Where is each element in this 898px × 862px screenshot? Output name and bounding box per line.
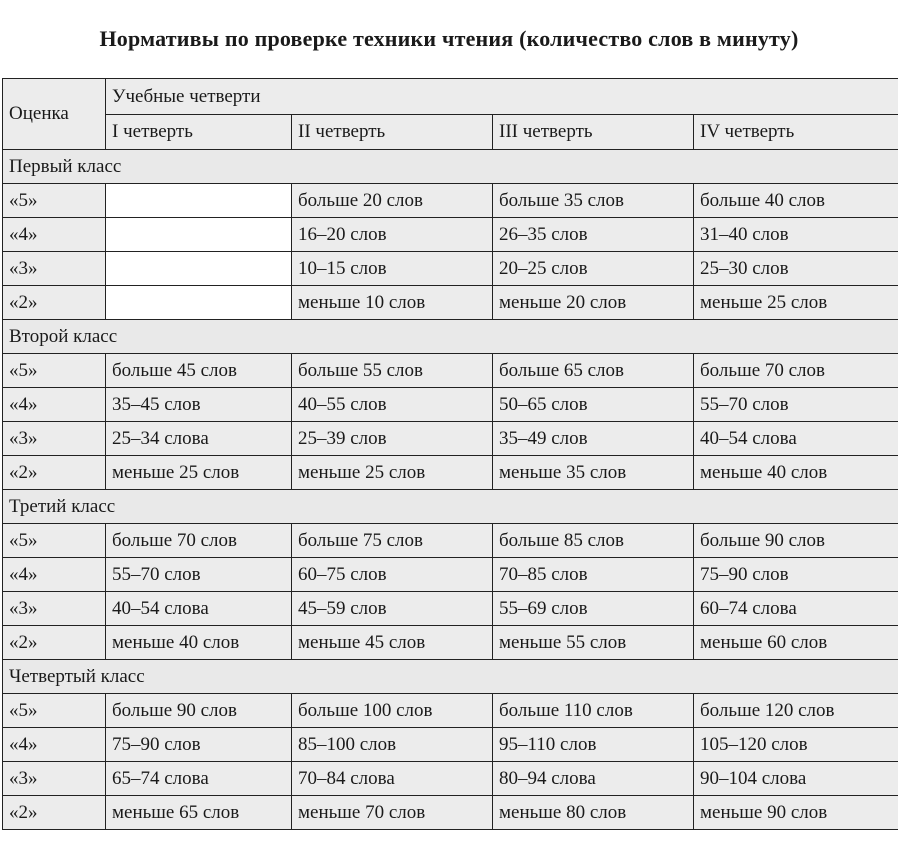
grade-cell: «5» [3, 694, 106, 728]
norm-cell-q3: 20–25 слов [493, 252, 694, 286]
norm-cell-q1: 55–70 слов [106, 558, 292, 592]
table-row [3, 286, 898, 320]
reading-norms-table [2, 78, 898, 830]
table-row [3, 354, 898, 388]
table-row [3, 558, 898, 592]
grade-cell: «2» [3, 456, 106, 490]
grade-cell: «4» [3, 728, 106, 762]
norm-cell-q4: 105–120 слов [694, 728, 898, 762]
grade-cell: «5» [3, 524, 106, 558]
norm-cell-q4: 31–40 слов [694, 218, 898, 252]
norm-cell-q2: больше 100 слов [292, 694, 493, 728]
table-row [3, 218, 898, 252]
norm-cell-q1 [106, 184, 292, 218]
class-section-row [3, 150, 898, 184]
norm-cell-q1 [106, 218, 292, 252]
table-body [3, 79, 898, 830]
norm-cell-q2: больше 20 слов [292, 184, 493, 218]
norm-cell-q2: 40–55 слов [292, 388, 493, 422]
grade-cell: «4» [3, 218, 106, 252]
class-section-label: Первый класс [3, 150, 898, 184]
norm-cell-q4: больше 90 слов [694, 524, 898, 558]
norm-cell-q3: 70–85 слов [493, 558, 694, 592]
grade-cell: «3» [3, 762, 106, 796]
table-row [3, 524, 898, 558]
norm-cell-q3: 26–35 слов [493, 218, 694, 252]
norm-cell-q1: 25–34 слова [106, 422, 292, 456]
quarter-header-1: I четверть [106, 115, 292, 150]
norm-cell-q1: 75–90 слов [106, 728, 292, 762]
grade-cell: «2» [3, 626, 106, 660]
norm-cell-q4: 75–90 слов [694, 558, 898, 592]
norm-cell-q4: меньше 60 слов [694, 626, 898, 660]
norm-cell-q4: больше 70 слов [694, 354, 898, 388]
norm-cell-q4: меньше 90 слов [694, 796, 898, 830]
grade-cell: «3» [3, 252, 106, 286]
grade-cell: «3» [3, 592, 106, 626]
grade-cell: «3» [3, 422, 106, 456]
norm-cell-q2: меньше 70 слов [292, 796, 493, 830]
norm-cell-q4: меньше 40 слов [694, 456, 898, 490]
norm-cell-q3: меньше 80 слов [493, 796, 694, 830]
norm-cell-q4: 90–104 слова [694, 762, 898, 796]
norm-cell-q1: больше 45 слов [106, 354, 292, 388]
grade-cell: «2» [3, 796, 106, 830]
norm-cell-q3: больше 85 слов [493, 524, 694, 558]
norm-cell-q4: больше 40 слов [694, 184, 898, 218]
norm-cell-q1: 40–54 слова [106, 592, 292, 626]
norm-cell-q3: 95–110 слов [493, 728, 694, 762]
norm-cell-q2: 16–20 слов [292, 218, 493, 252]
norm-cell-q2: меньше 10 слов [292, 286, 493, 320]
norm-cell-q2: больше 75 слов [292, 524, 493, 558]
norm-cell-q2: 60–75 слов [292, 558, 493, 592]
norm-cell-q2: 85–100 слов [292, 728, 493, 762]
grade-cell: «5» [3, 354, 106, 388]
norm-cell-q2: 25–39 слов [292, 422, 493, 456]
norm-cell-q1 [106, 252, 292, 286]
norm-cell-q3: 50–65 слов [493, 388, 694, 422]
header-row-1 [3, 79, 898, 115]
grade-column-header: Оценка [3, 79, 106, 150]
quarter-header-3: III четверть [493, 115, 694, 150]
norm-cell-q1: меньше 25 слов [106, 456, 292, 490]
norm-cell-q1: больше 90 слов [106, 694, 292, 728]
quarter-header-2: II четверть [292, 115, 493, 150]
norm-cell-q4: 55–70 слов [694, 388, 898, 422]
table-row [3, 456, 898, 490]
norm-cell-q1: меньше 40 слов [106, 626, 292, 660]
table-row [3, 762, 898, 796]
grade-cell: «4» [3, 388, 106, 422]
norm-cell-q1: меньше 65 слов [106, 796, 292, 830]
table-row [3, 422, 898, 456]
norm-cell-q4: 25–30 слов [694, 252, 898, 286]
class-section-label: Четвертый класс [3, 660, 898, 694]
norm-cell-q3: меньше 55 слов [493, 626, 694, 660]
table-row [3, 184, 898, 218]
table-row [3, 694, 898, 728]
norm-cell-q2: больше 55 слов [292, 354, 493, 388]
class-section-row [3, 490, 898, 524]
class-section-row [3, 660, 898, 694]
class-section-label: Второй класс [3, 320, 898, 354]
norm-cell-q3: меньше 35 слов [493, 456, 694, 490]
norm-cell-q4: 40–54 слова [694, 422, 898, 456]
norm-cell-q3: 55–69 слов [493, 592, 694, 626]
quarters-header: Учебные четверти [106, 79, 898, 115]
quarter-header-4: IV четверть [694, 115, 898, 150]
table-row [3, 626, 898, 660]
norm-cell-q1: больше 70 слов [106, 524, 292, 558]
norm-cell-q2: 70–84 слова [292, 762, 493, 796]
class-section-row [3, 320, 898, 354]
grade-cell: «2» [3, 286, 106, 320]
norm-cell-q3: 80–94 слова [493, 762, 694, 796]
norm-cell-q1 [106, 286, 292, 320]
norm-cell-q4: 60–74 слова [694, 592, 898, 626]
norm-cell-q4: меньше 25 слов [694, 286, 898, 320]
norm-cell-q2: меньше 45 слов [292, 626, 493, 660]
grade-cell: «4» [3, 558, 106, 592]
table-row [3, 728, 898, 762]
table-row [3, 388, 898, 422]
norm-cell-q3: больше 35 слов [493, 184, 694, 218]
table-row [3, 252, 898, 286]
norm-cell-q1: 65–74 слова [106, 762, 292, 796]
page-title: Нормативы по проверке техники чтения (количество слов в минуту) [99, 26, 799, 51]
table-row [3, 796, 898, 830]
norm-cell-q2: меньше 25 слов [292, 456, 493, 490]
norm-cell-q1: 35–45 слов [106, 388, 292, 422]
norm-cell-q3: больше 65 слов [493, 354, 694, 388]
grade-cell: «5» [3, 184, 106, 218]
header-row-2 [3, 115, 898, 150]
norm-cell-q2: 45–59 слов [292, 592, 493, 626]
norm-cell-q4: больше 120 слов [694, 694, 898, 728]
class-section-label: Третий класс [3, 490, 898, 524]
norm-cell-q3: 35–49 слов [493, 422, 694, 456]
norm-cell-q3: меньше 20 слов [493, 286, 694, 320]
norm-cell-q2: 10–15 слов [292, 252, 493, 286]
table-row [3, 592, 898, 626]
norm-cell-q3: больше 110 слов [493, 694, 694, 728]
